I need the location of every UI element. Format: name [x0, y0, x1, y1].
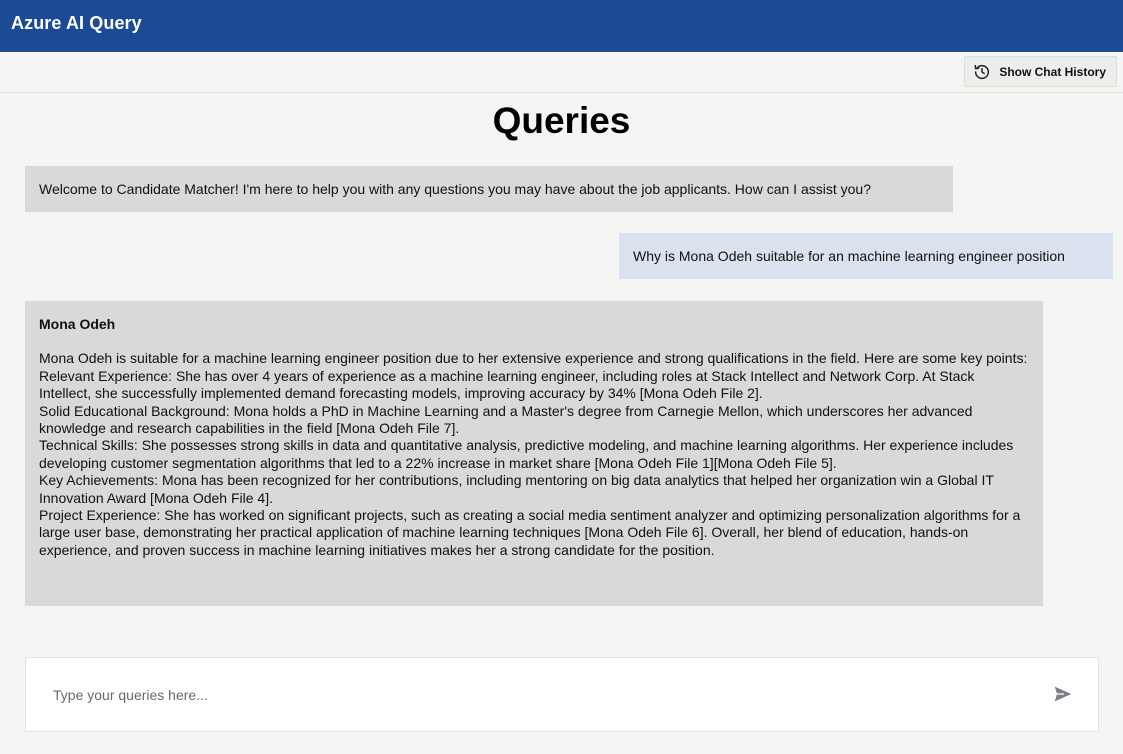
assistant-response-message	[25, 301, 1043, 606]
app-title: Azure AI Query	[11, 13, 142, 33]
toolbar	[0, 52, 1123, 93]
response-paragraph: Relevant Experience: She has over 4 years of experience as a machine learning engineer, including roles at Stack Intellect and Network Corp. At Stack Intellect, she successfully implemented demand forecasting models, improving accuracy by 34% [Mona Odeh File 2].	[39, 367, 975, 402]
response-paragraph: Project Experience: She has worked on significant projects, such as creating a social media sentiment analyzer and optimizing personalization algorithms for a large user base, demonstrating her practical application of machine learning techniques [Mona Odeh File 6]. Overall, her blend of education, hands-on experience, and proven success in machine learning initiatives makes her a strong candidate for the position.	[39, 507, 1021, 558]
response-paragraph: Solid Educational Background: Mona holds a PhD in Machine Learning and a Master's degree from Carnegie Mellon, which underscores her advanced knowledge and research capabilities in the field [Mona Odeh File 7].	[39, 402, 973, 437]
response-paragraph: Mona Odeh is suitable for a machine learning engineer position due to her extensive experience and strong qualifications in the field. Here are some key points:	[39, 350, 1028, 367]
response-paragraph: Technical Skills: She possesses strong skills in data and quantitative analysis, predictive modeling, and machine learning algorithms. Her experience includes developing customer segmentation algorithms that led to a 22% increase in market share [Mona Odeh File 1][Mona Odeh File 5].	[39, 437, 1014, 471]
response-paragraph: Key Achievements: Mona has been recognized for her contributions, including mentoring on big data analytics that helped her organization win a Global IT Innovation Award [Mona Odeh File 4].	[39, 472, 994, 506]
history-icon	[973, 63, 991, 81]
send-button[interactable]	[1052, 683, 1074, 705]
page-title: Queries	[492, 100, 631, 141]
send-icon	[1052, 692, 1074, 709]
query-input[interactable]	[53, 684, 1013, 706]
candidate-name: Mona Odeh	[39, 316, 116, 332]
top-bar	[0, 0, 1123, 52]
user-message: Why is Mona Odeh suitable for an machine learning engineer position	[619, 233, 1113, 279]
show-chat-history-label: Show Chat History	[999, 64, 1106, 79]
assistant-welcome-message: Welcome to Candidate Matcher! I'm here to help you with any questions you may have about the job applicants. How can I assist you?	[25, 166, 953, 212]
query-composer	[25, 657, 1099, 732]
show-chat-history-button[interactable]	[964, 56, 1117, 87]
